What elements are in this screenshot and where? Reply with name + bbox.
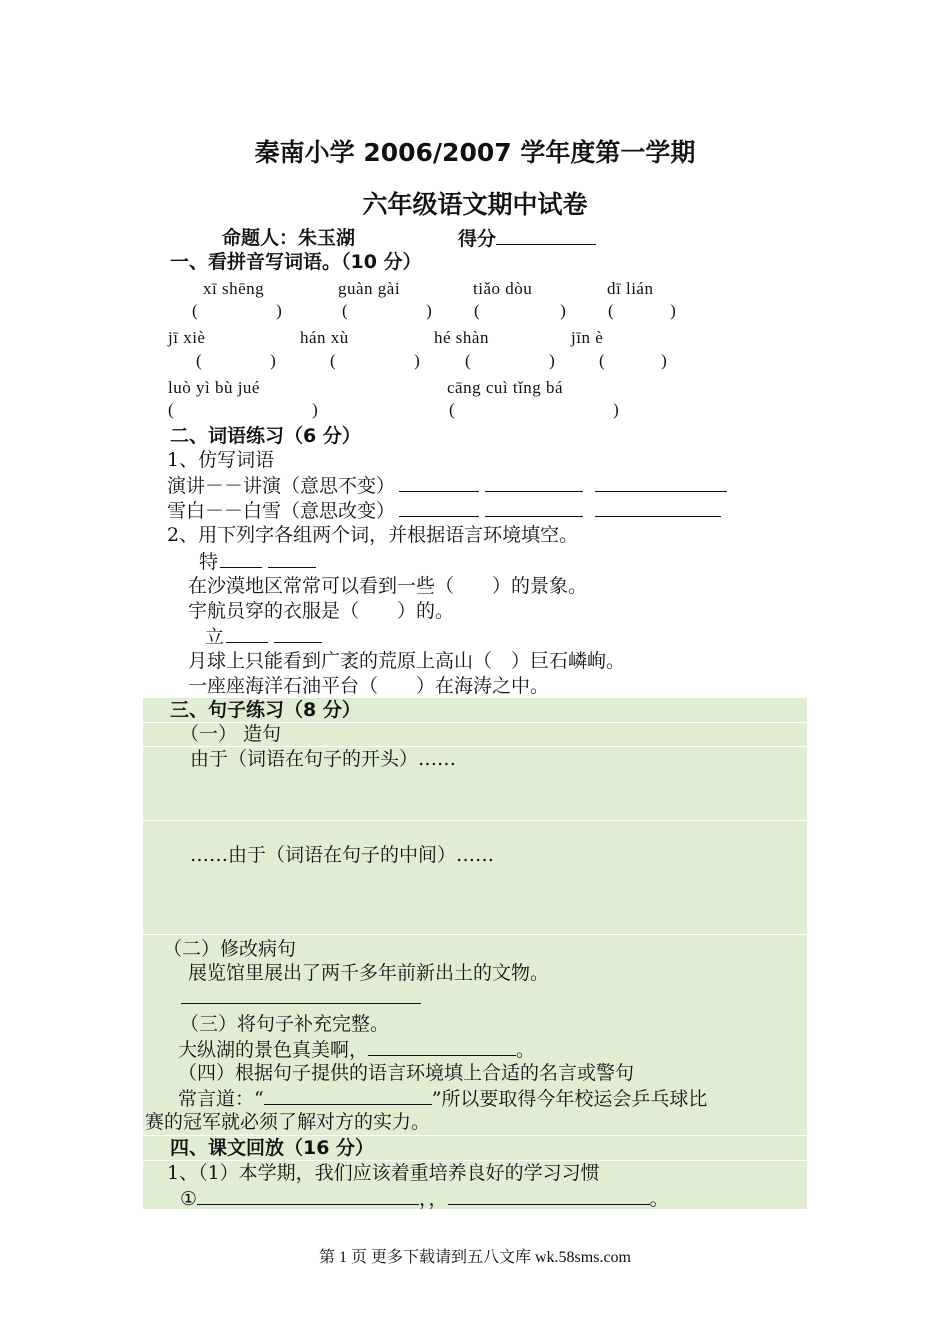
pinyin-2-3: hé shàn	[434, 328, 489, 347]
answer-paren-3-1[interactable]: ( )	[168, 400, 319, 419]
complete-sentence: 大纵湖的景色真美啊， 。	[178, 1039, 536, 1061]
pinyin-1-4: dī lián	[607, 279, 654, 298]
section3-heading: 三、句子练习（8 分）	[170, 699, 361, 721]
pinyin-1-3: tiǎo dòu	[473, 279, 533, 298]
section2-sub1: 1、仿写词语	[167, 449, 275, 471]
imitation-line-a: 演讲－－讲演（意思不变）	[167, 473, 727, 498]
sentence-2: 宇航员穿的衣服是（ ）的。	[188, 600, 455, 622]
author-label: 命题人：朱玉湖	[222, 227, 356, 249]
blank-li2[interactable]	[274, 624, 322, 643]
pinyin-2-4: jīn è	[571, 328, 604, 347]
sentence-1: 在沙漠地区常常可以看到一些（ ）的景象。	[188, 575, 588, 597]
proverb-line1: 常言道：“ ”所以要取得今年校运会乒乓球比	[178, 1088, 708, 1110]
section2-heading: 二、词语练习（6 分）	[170, 425, 361, 447]
answer-paren-1-1[interactable]: ( )	[192, 301, 283, 320]
part3-label: （三）将句子补充完整。	[180, 1013, 390, 1035]
correction-blank[interactable]	[181, 985, 421, 1004]
complete-blank[interactable]	[368, 1037, 516, 1056]
score-label: 得分	[458, 226, 596, 251]
prompt-1: 由于（词语在句子的开头）……	[190, 748, 457, 770]
char-te: 特	[199, 549, 316, 574]
page-footer: 第 1 页 更多下载请到五八文库 wk.58sms.com	[318, 1249, 631, 1266]
part4-label: （四）根据句子提供的语言环境填上合适的名言或警句	[178, 1062, 635, 1084]
part1-label: （一） 造句	[180, 723, 282, 745]
answer-paren-2-2[interactable]: ( )	[330, 351, 421, 370]
answer-paren-1-2[interactable]: ( )	[342, 301, 433, 320]
section2-sub2: 2、用下列字各组两个词，并根据语言环境填空。	[167, 524, 579, 546]
answer-paren-1-3[interactable]: ( )	[474, 301, 567, 320]
blank-a3[interactable]	[595, 473, 727, 492]
pinyin-3-1: luò yì bù jué	[168, 378, 260, 397]
prompt-2: ……由于（词语在句子的中间）……	[190, 844, 495, 866]
page-title: 秦南小学 2006/2007 学年度第一学期	[254, 138, 696, 167]
answer-paren-3-2[interactable]: ( )	[449, 400, 620, 419]
habit-blank-2[interactable]	[448, 1186, 650, 1205]
answer-paren-2-1[interactable]: ( )	[196, 351, 277, 370]
page-subtitle: 六年级语文期中试卷	[362, 190, 588, 219]
blank-a1[interactable]	[399, 473, 479, 492]
row-divider	[143, 820, 807, 821]
part2-label: （二）修改病句	[163, 938, 297, 960]
proverb-blank[interactable]	[264, 1086, 432, 1105]
proverb-line2: 赛的冠军就必须了解对方的实力。	[145, 1111, 431, 1133]
sentence-3: 月球上只能看到广袤的荒原上高山（ ）巨石嶙峋。	[188, 650, 626, 672]
habit-line: ① ，， 。	[180, 1188, 669, 1210]
pinyin-2-1: jī xiè	[168, 328, 206, 347]
score-blank[interactable]	[496, 226, 596, 245]
blank-b2[interactable]	[485, 498, 583, 517]
pinyin-1-1: xī shēng	[203, 279, 265, 298]
section1-heading: 一、看拼音写词语。（10 分）	[170, 251, 422, 273]
char-li: 立	[205, 624, 322, 649]
pinyin-1-2: guàn gài	[338, 279, 401, 298]
blank-b3[interactable]	[595, 498, 721, 517]
blank-b1[interactable]	[399, 498, 479, 517]
blank-li1[interactable]	[226, 624, 268, 643]
section4-item1: 1、（1）本学期，我们应该着重培养良好的学习习惯	[167, 1162, 600, 1184]
habit-blank-1[interactable]	[197, 1186, 419, 1205]
answer-paren-2-3[interactable]: ( )	[465, 351, 556, 370]
pinyin-2-2: hán xù	[300, 328, 349, 347]
imitation-line-b: 雪白－－白雪（意思改变）	[167, 498, 721, 523]
answer-paren-2-4[interactable]: ( )	[599, 351, 668, 370]
pinyin-3-2: cāng cuì tǐng bá	[447, 378, 564, 397]
sentence-4: 一座座海洋石油平台（ ）在海涛之中。	[188, 675, 550, 697]
answer-paren-1-4[interactable]: ( )	[608, 301, 677, 320]
blank-te2[interactable]	[268, 549, 316, 568]
sick-sentence: 展览馆里展出了两千多年前新出土的文物。	[188, 962, 550, 984]
row-divider	[143, 934, 807, 935]
blank-te1[interactable]	[220, 549, 262, 568]
blank-a2[interactable]	[485, 473, 583, 492]
section4-heading: 四、课文回放（16 分）	[170, 1137, 375, 1159]
